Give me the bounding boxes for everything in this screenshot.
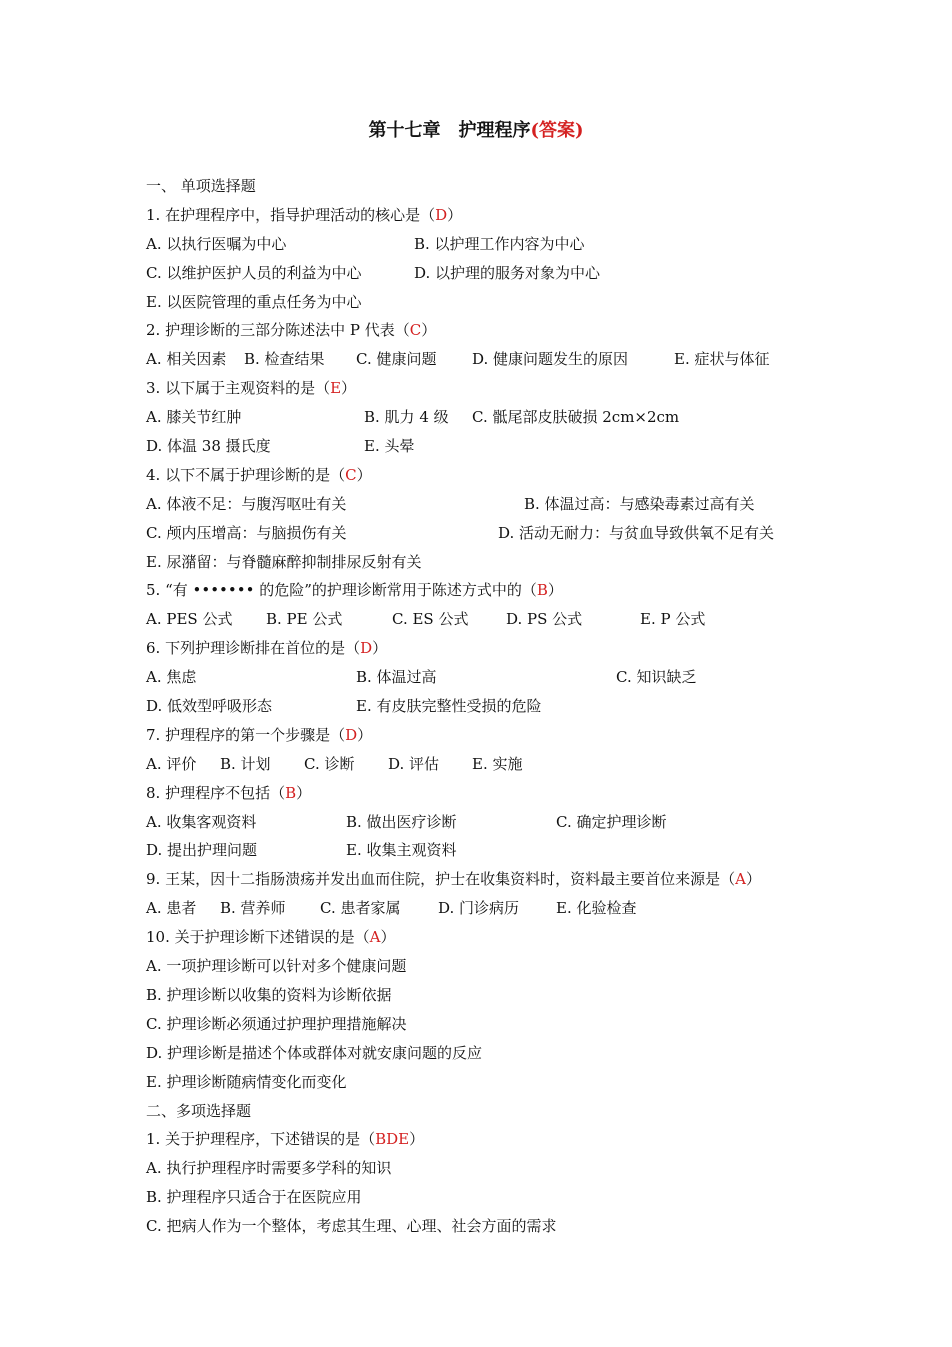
option-d: D. PS 公式 [506, 610, 583, 629]
option-row [146, 836, 836, 865]
option-row [146, 345, 836, 374]
option-e: E. 症状与体征 [674, 350, 770, 369]
question-stem: 10. 关于护理诊断下述错误的是（A） [146, 928, 396, 947]
option-row [146, 519, 836, 548]
option-b: B. 计划 [220, 754, 271, 773]
option-c: C. 护理诊断必须通过护理护理措施解决 [146, 1014, 407, 1033]
option-c: C. 颅内压增高：与脑损伤有关 [146, 523, 347, 542]
option-d: D. 以护理的服务对象为中心 [414, 263, 601, 282]
option-a: A. 评价 [146, 754, 197, 773]
option-b: B. 做出医疗诊断 [346, 812, 457, 831]
option-b: B. 营养师 [220, 899, 286, 918]
option-c: C. 把病人作为一个整体，考虑其生理、心理、社会方面的需求 [146, 1217, 557, 1236]
question-stem: 2. 护理诊断的三部分陈述法中 P 代表（C） [146, 321, 437, 340]
option-b: B. 以护理工作内容为中心 [414, 234, 585, 253]
answer-key: B [536, 581, 548, 600]
answer-key: A [735, 870, 746, 889]
option-c: C. 健康问题 [356, 350, 437, 369]
option-row [146, 663, 836, 692]
answer-key: D [345, 725, 358, 744]
chapter-title-text: 第十七章 护理程序 [368, 120, 531, 141]
option-d: D. 低效型呼吸形态 [146, 697, 273, 716]
question-stem: 1. 在护理程序中，指导护理活动的核心是（D） [146, 205, 463, 224]
answer-key: C [345, 465, 357, 484]
option-row [146, 605, 836, 634]
option-row [146, 432, 836, 461]
option-d: D. 护理诊断是描述个体或群体对就安康问题的反应 [146, 1043, 483, 1062]
answer-key: C [409, 321, 422, 340]
option-row [146, 548, 836, 577]
option-b: B. 体温过高 [356, 668, 437, 687]
option-row [146, 808, 836, 837]
option-a: A. PES 公式 [146, 610, 233, 629]
option-row [146, 490, 836, 519]
section-heading-single: 一、 单项选择题 [146, 177, 256, 195]
option-b: B. 肌力 4 级 [364, 408, 449, 427]
option-a: A. 体液不足：与腹泻呕吐有关 [146, 494, 347, 513]
option-a: A. 以执行医嘱为中心 [146, 234, 287, 253]
option-d: D. 门诊病历 [438, 899, 520, 918]
option-row [146, 403, 836, 432]
option-b: B. 护理程序只适合于在医院应用 [146, 1188, 362, 1207]
answer-tag: (答案) [530, 120, 584, 141]
answer-key: D [360, 639, 373, 658]
option-row [146, 750, 836, 779]
option-a: A. 执行护理程序时需要多学科的知识 [146, 1159, 392, 1178]
option-a: A. 膝关节红肿 [146, 408, 242, 427]
question-stem: 3. 以下属于主观资料的是（E） [146, 379, 357, 398]
option-b: B. PE 公式 [266, 610, 343, 629]
question-stem: 4. 以下不属于护理诊断的是（C） [146, 465, 372, 484]
answer-key: BDE [375, 1130, 410, 1149]
option-a: A. 收集客观资料 [146, 812, 257, 831]
option-row [146, 894, 836, 923]
question-list [146, 172, 836, 1241]
option-d: D. 提出护理问题 [146, 841, 258, 860]
option-c: C. ES 公式 [392, 610, 469, 629]
option-row [146, 288, 836, 317]
chapter-title [0, 116, 952, 142]
option-c: C. 知识缺乏 [616, 668, 697, 687]
answer-key: A [369, 928, 381, 947]
option-e: E. 实施 [472, 754, 523, 773]
answer-key: B [285, 783, 297, 802]
question-stem: 8. 护理程序不包括（B） [146, 783, 312, 802]
option-e: E. 以医院管理的重点任务为中心 [146, 292, 362, 311]
option-e: E. 化验检查 [556, 899, 637, 918]
answer-key: D [435, 205, 448, 224]
option-a: A. 患者 [146, 899, 197, 918]
option-row [146, 692, 836, 721]
option-row [146, 259, 836, 288]
option-e: E. P 公式 [640, 610, 706, 629]
option-c: C. 患者家属 [320, 899, 401, 918]
question-stem: 5. “有 ••••••• 的危险”的护理诊断常用于陈述方式中的（B） [146, 581, 563, 600]
option-b: B. 检查结果 [244, 350, 325, 369]
option-d: D. 评估 [388, 754, 440, 773]
option-d: D. 体温 38 摄氏度 [146, 437, 271, 456]
question-stem: 9. 王某，因十二指肠溃疡并发出血而住院，护士在收集资料时，资料最主要首位来源是（A） [146, 870, 761, 889]
question-stem: 7. 护理程序的第一个步骤是（D） [146, 725, 373, 744]
option-a: A. 焦虑 [146, 668, 197, 687]
option-e: E. 有皮肤完整性受损的危险 [356, 697, 542, 716]
question-stem: 1. 关于护理程序，下述错误的是（BDE） [146, 1130, 425, 1149]
option-a: A. 相关因素 [146, 350, 227, 369]
answer-key: E [330, 379, 342, 398]
option-c: C. 确定护理诊断 [556, 812, 667, 831]
option-e: E. 头晕 [364, 437, 415, 456]
option-e: E. 尿潴留：与脊髓麻醉抑制排尿反射有关 [146, 552, 422, 571]
option-c: C. 以维护医护人员的利益为中心 [146, 263, 362, 282]
option-d: D. 活动无耐力：与贫血导致供氧不足有关 [498, 523, 775, 542]
question-stem: 6. 下列护理诊断排在首位的是（D） [146, 639, 388, 658]
option-row [146, 230, 836, 259]
option-c: C. 骶尾部皮肤破损 2cm×2cm [472, 408, 680, 427]
option-b: B. 护理诊断以收集的资料为诊断依据 [146, 985, 392, 1004]
option-b: B. 体温过高：与感染毒素过高有关 [524, 494, 755, 513]
option-e: E. 护理诊断随病情变化而变化 [146, 1072, 347, 1091]
option-c: C. 诊断 [304, 754, 355, 773]
section-heading-multi: 二、多项选择题 [146, 1101, 252, 1120]
option-a: A. 一项护理诊断可以针对多个健康问题 [146, 957, 407, 976]
option-e: E. 收集主观资料 [346, 841, 457, 860]
option-d: D. 健康问题发生的原因 [472, 350, 629, 369]
